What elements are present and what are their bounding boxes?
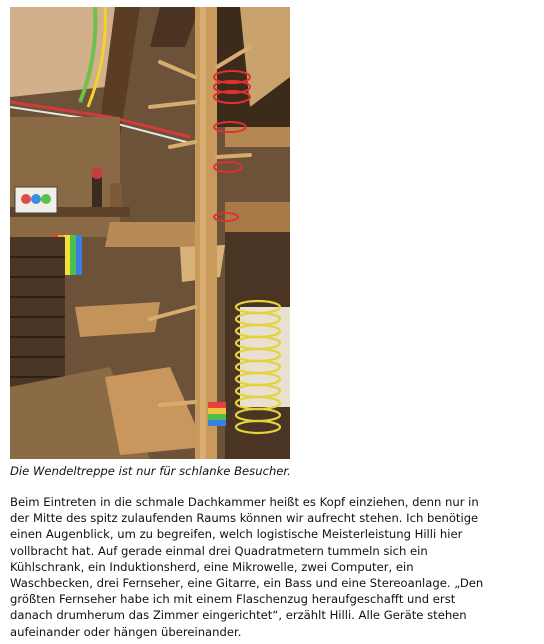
article-line: Kühlschrank, ein Induktionsherd, eine Mikrowelle, zwei Computer, ein xyxy=(10,559,414,574)
article-line: einen Augenblick, um zu begreifen, welch logistische Meisterleistung Hilli hier xyxy=(10,527,463,542)
photo-caption: Die Wendeltreppe ist nur für schlanke Besucher. xyxy=(10,464,291,478)
article-line: vollbracht hat. Auf gerade einmal drei Quadratmetern tummeln sich ein xyxy=(10,543,428,558)
article-line: danach drumherum das Zimmer eingerichtet“, erzählt Hilli. Alle Geräte stehen xyxy=(10,608,467,623)
article-line: Waschbecken, drei Fernseher, eine Gitarre, ein Bass und eine Stereoanlage. „Den xyxy=(10,576,484,591)
article-line: der Mitte des spitz zulaufenden Raums können wir aufrecht stehen. Ich benötige xyxy=(10,511,479,526)
staircase-photo xyxy=(10,7,290,459)
article-line: Beim Eintreten in die schmale Dachkammer heißt es Kopf einziehen, denn nur in xyxy=(10,495,479,509)
article-body xyxy=(10,494,538,640)
article-line: aufeinander oder hängen übereinander. xyxy=(10,624,242,639)
article-line: größten Fernseher habe ich mit einem Flaschenzug heraufgeschafft und erst xyxy=(10,592,456,607)
